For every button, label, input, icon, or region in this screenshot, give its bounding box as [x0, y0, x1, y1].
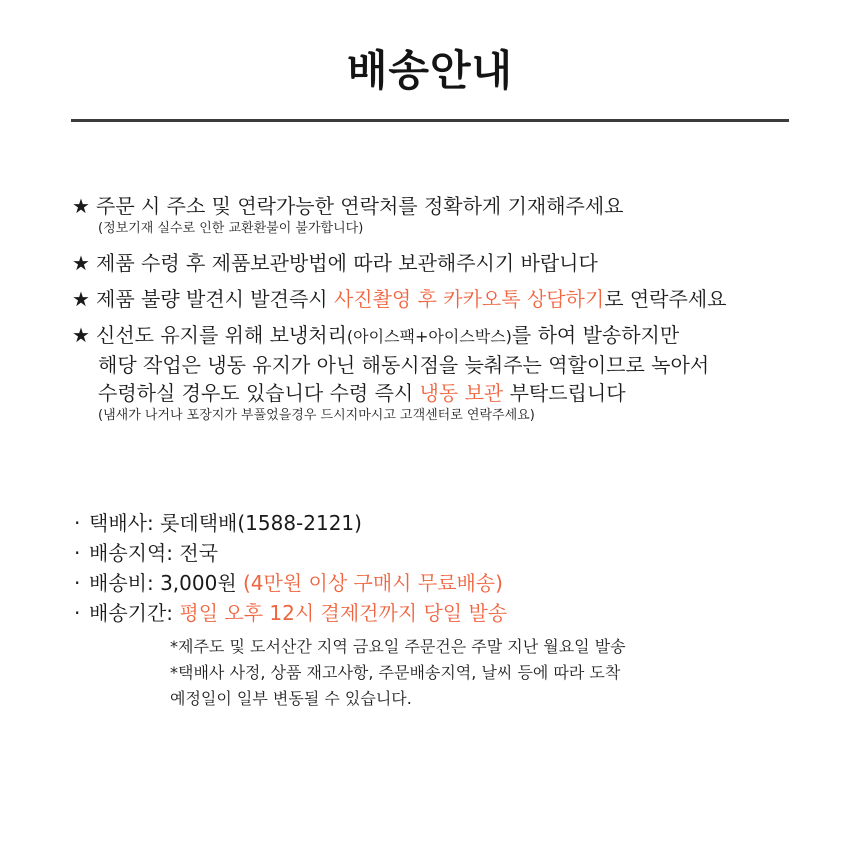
- notice-text: 주문 시 주소 및 연락가능한 연락처를 정확하게 기재해주세요: [96, 194, 624, 218]
- notice-text: 신선도 유지를 위해 보냉처리: [96, 323, 347, 347]
- notice-list: [72, 192, 812, 425]
- bullet-dot: ·: [74, 541, 81, 565]
- notice-subnote: (정보기재 실수로 인한 교환환불이 불가합니다): [98, 221, 364, 236]
- shipping-highlight: (4만원 이상 구매시 무료배송): [243, 571, 503, 595]
- shipping-value: 롯데택배(1588-2121): [160, 511, 362, 535]
- notice-text: 제품 수령 후 제품보관방법에 따라 보관해주시기 바랍니다: [96, 251, 598, 275]
- shipping-value: 3,000원: [160, 571, 243, 595]
- notice-text: 제품 불량 발견시 발견즉시: [96, 287, 334, 311]
- fine-print-line: *제주도 및 도서산간 지역 금요일 주문건은 주말 지난 월요일 발송: [170, 637, 626, 656]
- shipping-value: 전국: [179, 541, 219, 565]
- notice-item-storage: [72, 249, 812, 277]
- shipping-label: 배송기간:: [89, 601, 180, 625]
- notice-highlight: 냉동 보관: [419, 381, 504, 405]
- fine-print-line: 예정일이 일부 변동될 수 있습니다.: [170, 689, 412, 708]
- notice-item-defect: [72, 285, 812, 313]
- bullet-dot: ·: [74, 601, 81, 625]
- notice-text: 부탁드립니다: [503, 381, 626, 405]
- shipping-fine-print: [170, 634, 810, 712]
- notice-highlight: 사진촬영 후 카카오톡 상담하기: [333, 287, 605, 311]
- fine-print-line: *택배사 사정, 상품 재고사항, 주문배송지역, 날씨 등에 따라 도착: [170, 663, 621, 682]
- shipping-label: 배송지역:: [89, 541, 180, 565]
- star-icon: ★: [72, 251, 90, 275]
- notice-continuation: 해당 작업은 냉동 유지가 아닌 해동시점을 늦춰주는 역할이므로 녹아서: [98, 353, 710, 377]
- shipping-region: [74, 538, 814, 568]
- bullet-dot: ·: [74, 511, 81, 535]
- notice-text: 를 하여 발송하지만: [511, 323, 680, 347]
- notice-text: 수령하실 경우도 있습니다 수령 즉시: [98, 381, 420, 405]
- shipping-fee: [74, 568, 814, 598]
- star-icon: ★: [72, 287, 90, 311]
- shipping-period: [74, 598, 814, 628]
- shipping-info: [74, 508, 814, 628]
- page-title: 배송안내: [346, 46, 514, 95]
- notice-item-address: [72, 192, 812, 220]
- notice-item-freshness: [72, 321, 812, 351]
- shipping-label: 택배사:: [89, 511, 161, 535]
- shipping-label: 배송비:: [89, 571, 161, 595]
- shipping-highlight: 평일 오후 12시 결제건까지 당일 발송: [179, 601, 508, 625]
- shipping-courier: [74, 508, 814, 538]
- notice-subnote: (냄새가 나거나 포장지가 부풀었을경우 드시지마시고 고객센터로 연락주세요): [98, 408, 535, 423]
- bullet-dot: ·: [74, 571, 81, 595]
- star-icon: ★: [72, 194, 90, 218]
- notice-paren: (아이스팩+아이스박스): [346, 327, 512, 346]
- title-divider: [71, 119, 789, 122]
- notice-text: 로 연락주세요: [604, 287, 727, 311]
- notice-continuation: [72, 379, 812, 407]
- star-icon: ★: [72, 323, 90, 347]
